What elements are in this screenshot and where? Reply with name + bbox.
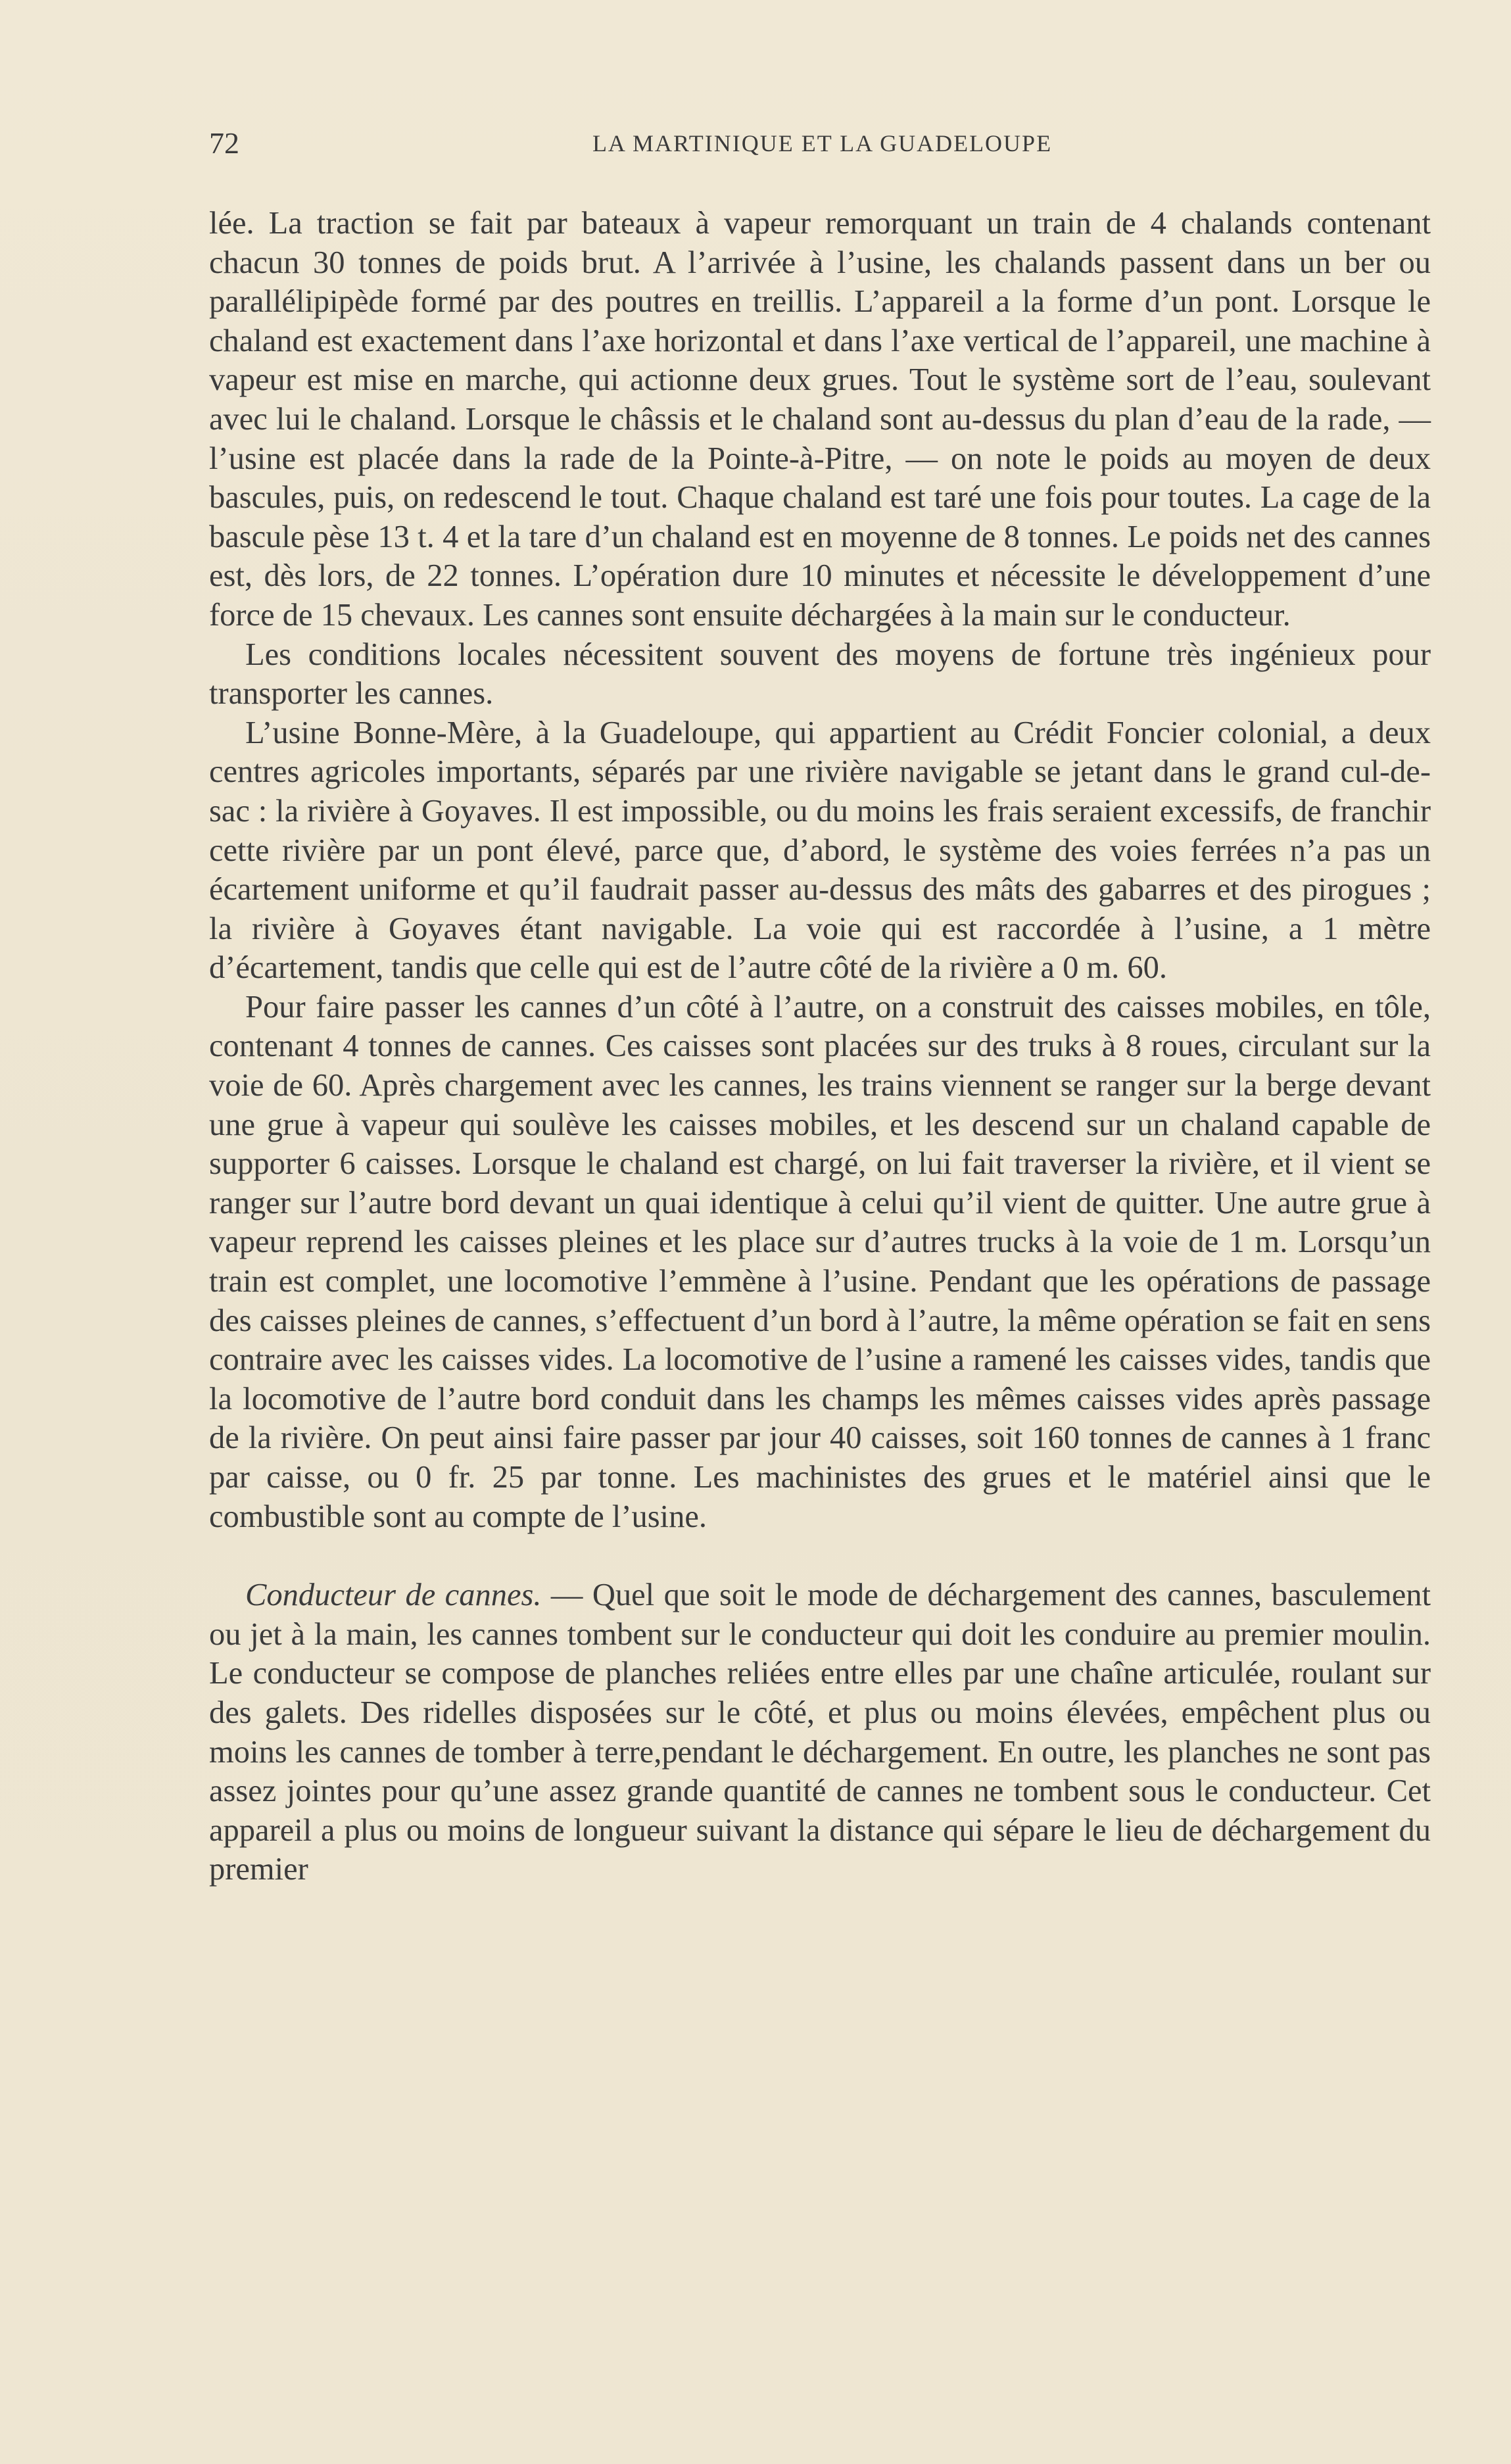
body-text [209,204,1431,1889]
paragraph-2: Les conditions locales nécessitent souvent des moyens de fortune très ingénieux pour transporter les cannes. [209,637,1431,712]
running-title: LA MARTINIQUE ET LA GUADELOUPE [592,130,1053,157]
section-heading: Conducteur de cannes. [245,1578,542,1613]
page-number: 72 [209,126,239,160]
paragraph-3: L’usine Bonne-Mère, à la Guadeloupe, qui appartient au Crédit Foncier colonial, a deux centres agricoles importants, séparés par une rivière navigable se jetant dans le grand cul-de-sac : la rivière à Goyaves. Il est impossible, ou du moins les frais seraient excessifs, de franchir cette rivière par un pont élevé, parce que, d’abord, le système des voies ferrées n’a pas un écartement uniforme et qu’il faudrait passer au-dessus des mâts des gabarres et des pirogues ; la rivière à Goyaves étant navigable. La voie qui est raccordée à l’usine, a 1 mètre d’écartement, tandis que celle qui est de l’autre côté de la rivière a 0 m. 60. [209,715,1431,986]
paragraph-5 [209,1576,1431,1889]
paragraph-5-text: — Quel que soit le mode de déchargement des cannes, basculement ou jet à la main, les cannes tombent sur le conducteur qui doit les conduire au premier moulin. Le conducteur se compose de planches reliées entre elles par une chaîne articulée, roulant sur des galets. Des ridelles disposées sur le côté, et plus ou moins élevées, empêchent plus ou moins les cannes de tomber à terre,pendant le déchargement. En outre, les planches ne sont pas assez jointes pour qu’une assez grande quantité de cannes ne tombent sous le conducteur. Cet appareil a plus ou moins de longueur suivant la distance qui sépare le lieu de déchargement du premier [209,1578,1431,1887]
paragraph-4: Pour faire passer les cannes d’un côté à l’autre, on a construit des caisses mobiles, en tôle, contenant 4 tonnes de cannes. Ces caisses sont placées sur des truks à 8 roues, circulant sur la voie de 60. Après chargement avec les cannes, les trains viennent se ranger sur la berge devant une grue à vapeur qui soulève les caisses mobiles, et les descend sur un chaland capable de supporter 6 caisses. Lorsque le chaland est chargé, on lui fait traverser la rivière, et il vient se ranger sur l’autre bord devant un quai identique à celui qu’il vient de quitter. Une autre grue à vapeur reprend les caisses pleines et les place sur d’autres trucks à la voie de 1 m. Lorsqu’un train est complet, une locomotive l’emmène à l’usine. Pendant que les opérations de passage des caisses pleines de cannes, s’effectuent d’un bord à l’autre, la même opération se fait en sens contraire avec les caisses vides. La locomotive de l’usine a ramené les caisses vides, tandis que la locomotive de l’autre bord conduit dans les champs les mêmes caisses vides après passage de la rivière. On peut ainsi faire passer par jour 40 caisses, soit 160 tonnes de cannes à 1 franc par caisse, ou 0 fr. 25 par tonne. Les machinistes des grues et le matériel ainsi que le combustible sont au compte de l’usine. [209,989,1431,1534]
paragraph-1: lée. La traction se fait par bateaux à vapeur remorquant un train de 4 chalands contenant chacun 30 tonnes de poids brut. A l’arrivée à l’usine, les chalands passent dans un ber ou parallélipipède formé par des poutres en treillis. L’appareil a la forme d’un pont. Lorsque le chaland est exactement dans l’axe horizontal et dans l’axe vertical de l’appareil, une machine à vapeur est mise en marche, qui actionne deux grues. Tout le système sort de l’eau, soulevant avec lui le chaland. Lorsque le châssis et le chaland sont au-dessus du plan d’eau de la rade, — l’usine est placée dans la rade de la Pointe-à-Pitre, — on note le poids au moyen de deux bascules, puis, on redescend le tout. Chaque chaland est taré une fois pour toutes. La cage de la bascule pèse 13 t. 4 et la tare d’un chaland est en moyenne de 8 tonnes. Le poids net des cannes est, dès lors, de 22 tonnes. L’opération dure 10 minutes et nécessite le développement d’une force de 15 chevaux. Les cannes sont ensuite déchargées à la main sur le conducteur. [209,206,1431,633]
page-header [209,120,1435,166]
